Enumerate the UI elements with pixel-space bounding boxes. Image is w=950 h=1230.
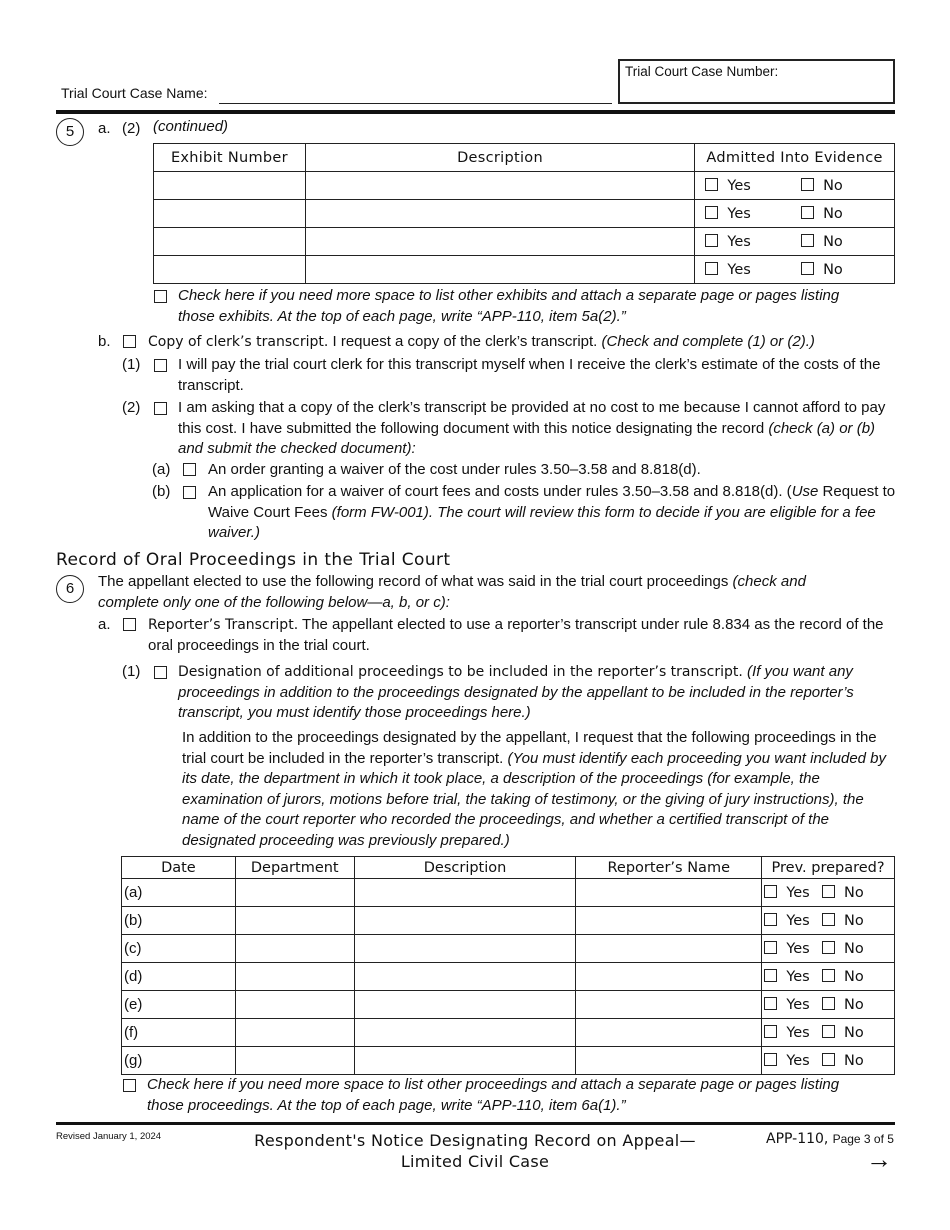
case-name-label: Trial Court Case Name: — [61, 85, 208, 101]
yes-checkbox[interactable] — [705, 262, 718, 275]
item-5a2-label: (2) — [122, 120, 141, 137]
item-5b1-label: (1) — [122, 356, 141, 373]
page-number: Page 3 of 5 — [832, 1132, 894, 1146]
reporter-name-cell[interactable] — [576, 1047, 762, 1075]
case-number-box[interactable] — [618, 59, 895, 104]
date-cell[interactable]: (g) — [122, 1047, 236, 1075]
yes-label: Yes — [786, 1053, 810, 1069]
yes-checkbox[interactable] — [764, 941, 777, 954]
footer-rule — [56, 1122, 895, 1125]
table-row — [154, 256, 895, 284]
order-waiver-checkbox[interactable] — [183, 463, 196, 476]
no-cost-instr: (check (a) or (b) and submit the checked document): — [178, 419, 876, 457]
item-5b-label: b. — [98, 333, 111, 350]
no-label: No — [843, 997, 864, 1013]
date-header: Date — [122, 857, 236, 879]
continued-label: (continued) — [153, 118, 229, 135]
prev-prepared-header: Prev. prepared? — [762, 857, 895, 879]
application-waiver-text — [208, 482, 898, 544]
exhibit-number-cell[interactable] — [154, 228, 306, 256]
item-5b2a-label: (a) — [152, 461, 171, 478]
pay-myself-text: I will pay the trial court clerk for this transcript myself when I receive the clerk’s estimate of the costs of the transcript. — [178, 356, 881, 394]
no-label: No — [823, 262, 843, 278]
description-cell[interactable] — [305, 172, 694, 200]
additional-proceedings-paragraph — [182, 728, 897, 851]
application-waiver-body: An application for a waiver of court fees and costs under rules 3.50–3.58 and 8.818(d). ( — [208, 483, 792, 500]
application-waiver-use: Use — [791, 483, 819, 500]
table-row — [122, 1019, 895, 1047]
no-checkbox[interactable] — [801, 206, 814, 219]
more-proceedings-checkbox[interactable] — [123, 1079, 136, 1092]
yes-label: Yes — [727, 262, 751, 278]
date-cell[interactable]: (c) — [122, 935, 236, 963]
no-label: No — [823, 206, 843, 222]
application-waiver-rest: (form FW-001). The court will review this form to decide if you are eligible for a fee waiver.) — [208, 503, 876, 541]
table-row — [154, 200, 895, 228]
yes-checkbox[interactable] — [764, 997, 777, 1010]
more-exhibits-text: Check here if you need more space to list other exhibits and attach a separate page or pages listing those exhibits. At the top of each page, write “APP-110, item 5a(2).” — [178, 287, 840, 325]
description-cell[interactable] — [305, 256, 694, 284]
prev-prepared-cell — [762, 935, 895, 963]
header-rule — [56, 110, 895, 114]
no-cost-text — [178, 398, 898, 460]
yes-checkbox[interactable] — [705, 178, 718, 191]
reporter-name-cell[interactable] — [576, 879, 762, 907]
yes-checkbox[interactable] — [705, 206, 718, 219]
additional-paragraph-instr: (You must identify each proceeding you want included by its date, the department in which it took place, a description of the proceedings (for example, the examination of jurors, motions before trial, the taking of testimony, or the giving of jury instructions), the name of the court reporter who recorded the proceedings, and whether a certified transcript of the designated proceeding was previously prepared.) — [182, 749, 887, 849]
yes-label: Yes — [727, 178, 751, 194]
clerks-transcript-text: I request a copy of the clerk’s transcript. — [332, 333, 598, 350]
item-6a1-label: (1) — [122, 663, 141, 680]
date-cell[interactable]: (f) — [122, 1019, 236, 1047]
yes-label: Yes — [727, 206, 751, 222]
department-cell[interactable] — [235, 963, 354, 991]
department-cell[interactable] — [235, 907, 354, 935]
no-label: No — [843, 941, 864, 957]
yes-label: Yes — [786, 969, 810, 985]
section6-intro-instr: (check and complete only one of the following below—a, b, or c): — [98, 573, 806, 611]
no-checkbox[interactable] — [822, 885, 835, 898]
no-label: No — [843, 913, 864, 929]
yes-checkbox[interactable] — [764, 969, 777, 982]
additional-proceedings-text — [178, 662, 898, 724]
date-cell[interactable]: (b) — [122, 907, 236, 935]
date-cell[interactable]: (e) — [122, 991, 236, 1019]
section6-intro — [98, 572, 858, 613]
description-cell[interactable] — [354, 963, 576, 991]
no-checkbox[interactable] — [801, 178, 814, 191]
revised-date: Revised January 1, 2024 — [56, 1131, 162, 1142]
no-label: No — [843, 1053, 864, 1069]
section6-intro-text: The appellant elected to use the following record of what was said in the trial court proceedings — [98, 573, 729, 590]
description-cell[interactable] — [354, 879, 576, 907]
department-cell[interactable] — [235, 935, 354, 963]
table-row — [154, 172, 895, 200]
department-cell[interactable] — [235, 1019, 354, 1047]
prev-prepared-cell — [762, 991, 895, 1019]
description-cell[interactable] — [354, 991, 576, 1019]
clerks-transcript-line — [148, 332, 898, 353]
additional-proceedings-instr: (If you want any proceedings in addition to the proceedings designated by the appellant to be included in the reporter’s transcript, you must identify those proceedings here.) — [178, 663, 854, 721]
next-page-arrow-icon: → — [866, 1144, 892, 1174]
table-row — [122, 991, 895, 1019]
admitted-cell — [695, 228, 895, 256]
table-row — [154, 228, 895, 256]
no-label: No — [843, 885, 864, 901]
application-waiver-checkbox[interactable] — [183, 486, 196, 499]
exhibit-number-cell[interactable] — [154, 200, 306, 228]
order-waiver-text: An order granting a waiver of the cost under rules 3.50–3.58 and 8.818(d). — [208, 461, 701, 478]
no-label: No — [823, 178, 843, 194]
exhibit-number-cell[interactable] — [154, 256, 306, 284]
reporters-transcript-text: The appellant elected to use a reporter’s transcript under rule 8.834 as the record of the oral proceedings in the trial court. — [148, 616, 884, 654]
table-row — [122, 1047, 895, 1075]
prev-prepared-cell — [762, 907, 895, 935]
item-number-6: 6 — [56, 575, 84, 603]
case-name-field[interactable] — [219, 103, 612, 104]
admitted-cell — [695, 256, 895, 284]
no-checkbox[interactable] — [822, 969, 835, 982]
yes-checkbox[interactable] — [764, 885, 777, 898]
item-6a-label: a. — [98, 616, 111, 633]
exhibit-number-cell[interactable] — [154, 172, 306, 200]
yes-label: Yes — [786, 885, 810, 901]
reporter-name-header: Reporter’s Name — [576, 857, 762, 879]
clerks-transcript-instr: (Check and complete (1) or (2).) — [601, 333, 815, 350]
reporters-transcript-checkbox[interactable] — [123, 618, 136, 631]
admitted-cell — [695, 200, 895, 228]
prev-prepared-cell — [762, 963, 895, 991]
description-cell[interactable] — [354, 935, 576, 963]
reporter-name-cell[interactable] — [576, 963, 762, 991]
item-5a-label: a. — [98, 120, 111, 137]
form-title-line2: Limited Civil Case — [400, 1152, 550, 1171]
yes-checkbox[interactable] — [705, 234, 718, 247]
prev-prepared-cell — [762, 1019, 895, 1047]
fee-form-name: Request to Waive Court Fees — [208, 483, 896, 521]
clerks-transcript-title: Copy of clerk’s transcript. — [148, 334, 329, 350]
prev-prepared-cell — [762, 1047, 895, 1075]
no-label: No — [843, 969, 864, 985]
additional-proceedings-checkbox[interactable] — [154, 666, 167, 679]
description-cell[interactable] — [354, 1019, 576, 1047]
exhibit-number-header: Exhibit Number — [154, 144, 306, 172]
item-number-5: 5 — [56, 118, 84, 146]
no-checkbox[interactable] — [822, 997, 835, 1010]
additional-paragraph-text: In addition to the proceedings designated by the appellant, I request that the following proceedings in the trial court be included in the reporter’s transcript. — [182, 729, 877, 767]
no-checkbox[interactable] — [822, 1053, 835, 1066]
description-cell[interactable] — [305, 200, 694, 228]
item-5b2b-label: (b) — [152, 483, 171, 500]
department-header: Department — [235, 857, 354, 879]
form-title-line1: Respondent's Notice Designating Record on Appeal— — [254, 1131, 696, 1150]
prev-prepared-cell — [762, 879, 895, 907]
admitted-header: Admitted Into Evidence — [695, 144, 895, 172]
clerks-transcript-checkbox[interactable] — [123, 335, 136, 348]
admitted-cell — [695, 172, 895, 200]
reporters-transcript-line — [148, 615, 898, 656]
pay-myself-checkbox[interactable] — [154, 359, 167, 372]
description-cell[interactable] — [354, 907, 576, 935]
reporter-name-cell[interactable] — [576, 907, 762, 935]
no-label: No — [843, 1025, 864, 1041]
yes-label: Yes — [786, 913, 810, 929]
yes-label: Yes — [727, 234, 751, 250]
department-cell[interactable] — [235, 991, 354, 1019]
form-id: APP-110, — [766, 1131, 829, 1147]
table-row — [122, 963, 895, 991]
yes-checkbox[interactable] — [764, 1053, 777, 1066]
description-header: Description — [354, 857, 576, 879]
table-row — [122, 935, 895, 963]
description-cell[interactable] — [305, 228, 694, 256]
exhibit-table — [153, 143, 895, 284]
date-cell[interactable]: (d) — [122, 963, 236, 991]
more-exhibits-checkbox[interactable] — [154, 290, 167, 303]
no-cost-body: I am asking that a copy of the clerk’s transcript be provided at no cost to me because I cannot afford to pay this cost. I have submitted the following document with this notice designating the record — [178, 399, 886, 437]
no-checkbox[interactable] — [822, 1025, 835, 1038]
department-cell[interactable] — [235, 1047, 354, 1075]
reporter-name-cell[interactable] — [576, 991, 762, 1019]
department-cell[interactable] — [235, 879, 354, 907]
no-checkbox[interactable] — [822, 913, 835, 926]
yes-label: Yes — [786, 941, 810, 957]
no-label: No — [823, 234, 843, 250]
reporter-name-cell[interactable] — [576, 1019, 762, 1047]
reporter-name-cell[interactable] — [576, 935, 762, 963]
description-header: Description — [305, 144, 694, 172]
additional-proceedings-title: Designation of additional proceedings to be included in the reporter’s transcript. — [178, 664, 743, 680]
case-number-label: Trial Court Case Number: — [625, 64, 779, 79]
oral-proceedings-heading: Record of Oral Proceedings in the Trial Court — [56, 550, 451, 570]
no-checkbox[interactable] — [801, 262, 814, 275]
no-checkbox[interactable] — [822, 941, 835, 954]
more-proceedings-text: Check here if you need more space to list other proceedings and attach a separate page or pages listing those proceedings. At the top of each page, write “APP-110, item 6a(1).” — [147, 1076, 840, 1114]
no-checkbox[interactable] — [801, 234, 814, 247]
table-row — [122, 879, 895, 907]
date-cell[interactable]: (a) — [122, 879, 236, 907]
yes-label: Yes — [786, 1025, 810, 1041]
item-5b2-label: (2) — [122, 399, 141, 416]
proceedings-table — [121, 856, 895, 1075]
yes-checkbox[interactable] — [764, 1025, 777, 1038]
form-title — [220, 1130, 730, 1172]
yes-label: Yes — [786, 997, 810, 1013]
reporters-transcript-title: Reporter’s Transcript. — [148, 617, 299, 633]
no-cost-checkbox[interactable] — [154, 402, 167, 415]
yes-checkbox[interactable] — [764, 913, 777, 926]
description-cell[interactable] — [354, 1047, 576, 1075]
table-row — [122, 907, 895, 935]
